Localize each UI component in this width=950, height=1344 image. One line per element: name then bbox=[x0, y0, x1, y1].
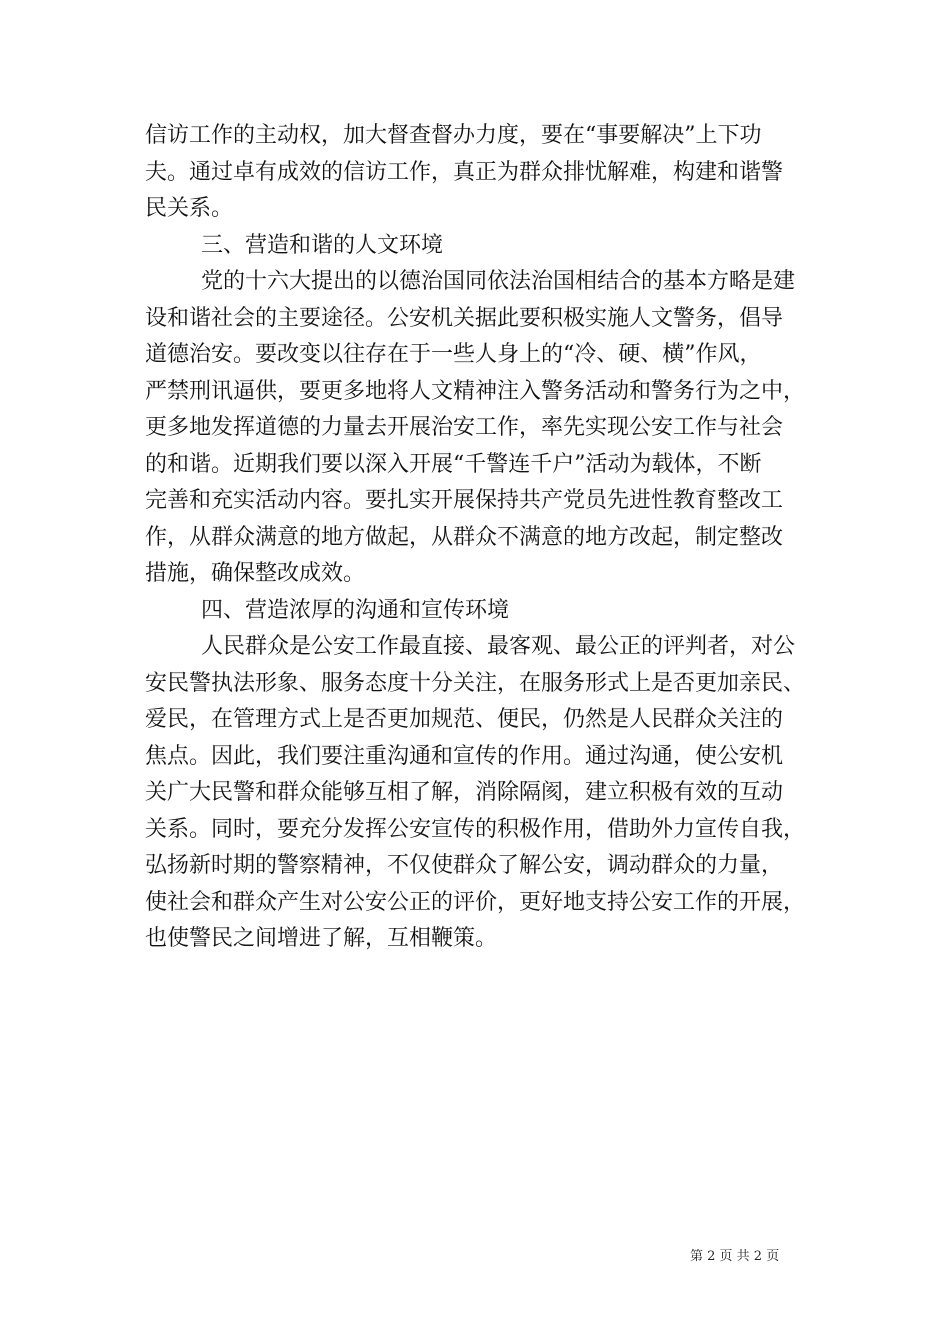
section-heading-4: 四、营造浓厚的沟通和宣传环境 bbox=[201, 597, 510, 623]
document-body bbox=[145, 118, 815, 958]
text-line: 也使警民之间增进了解，互相鞭策。 bbox=[145, 926, 498, 951]
text-line: 的和谐。近期我们要以深入开展“千警连千户”活动为载体，不断 bbox=[145, 451, 762, 477]
text-line: 完善和充实活动内容。要扎实开展保持共产党员先进性教育整改工 bbox=[145, 488, 784, 513]
text-line: 关广大民警和群众能够互相了解，消除隔阂，建立积极有效的互动 bbox=[145, 780, 784, 805]
text-line: 民关系。 bbox=[145, 196, 234, 221]
page-number-footer: 第 2 页 共 2 页 bbox=[690, 1249, 780, 1264]
text-line: 严禁刑讯逼供，要更多地将人文精神注入警务活动和警务行为之中， bbox=[145, 378, 806, 404]
text-line: 信访工作的主动权，加大督查督办力度，要在“事要解决”上下功 bbox=[145, 123, 762, 148]
text-line: 作，从群众满意的地方做起，从群众不满意的地方改起，制定整改 bbox=[145, 524, 784, 550]
section-heading-3: 三、营造和谐的人文环境 bbox=[201, 232, 444, 258]
text-line: 更多地发挥道德的力量去开展治安工作，率先实现公安工作与社会 bbox=[145, 415, 784, 440]
text-line: 夫。通过卓有成效的信访工作，真正为群众排忧解难，构建和谐警 bbox=[145, 159, 784, 185]
text-line: 使社会和群众产生对公安公正的评价，更好地支持公安工作的开展， bbox=[145, 889, 806, 915]
text-line: 安民警执法形象、服务态度十分关注，在服务形式上是否更加亲民、 bbox=[145, 670, 806, 696]
text-line: 关系。同时，要充分发挥公安宣传的积极作用，借助外力宣传自我， bbox=[145, 816, 806, 842]
text-line: 措施，确保整改成效。 bbox=[145, 561, 366, 586]
text-line: 弘扬新时期的警察精神，不仅使群众了解公安，调动群众的力量， bbox=[145, 853, 784, 878]
text-line: 人民群众是公安工作最直接、最客观、最公正的评判者，对公 bbox=[201, 634, 796, 659]
text-line: 道德治安。要改变以往存在于一些人身上的“冷、硬、横”作风， bbox=[145, 342, 762, 367]
text-line: 焦点。因此，我们要注重沟通和宣传的作用。通过沟通，使公安机 bbox=[145, 743, 784, 769]
text-line: 党的十六大提出的以德治国同依法治国相结合的基本方略是建 bbox=[201, 269, 796, 294]
text-line: 爱民，在管理方式上是否更加规范、便民，仍然是人民群众关注的 bbox=[145, 707, 784, 732]
text-line: 设和谐社会的主要途径。公安机关据此要积极实施人文警务，倡导 bbox=[145, 305, 784, 331]
